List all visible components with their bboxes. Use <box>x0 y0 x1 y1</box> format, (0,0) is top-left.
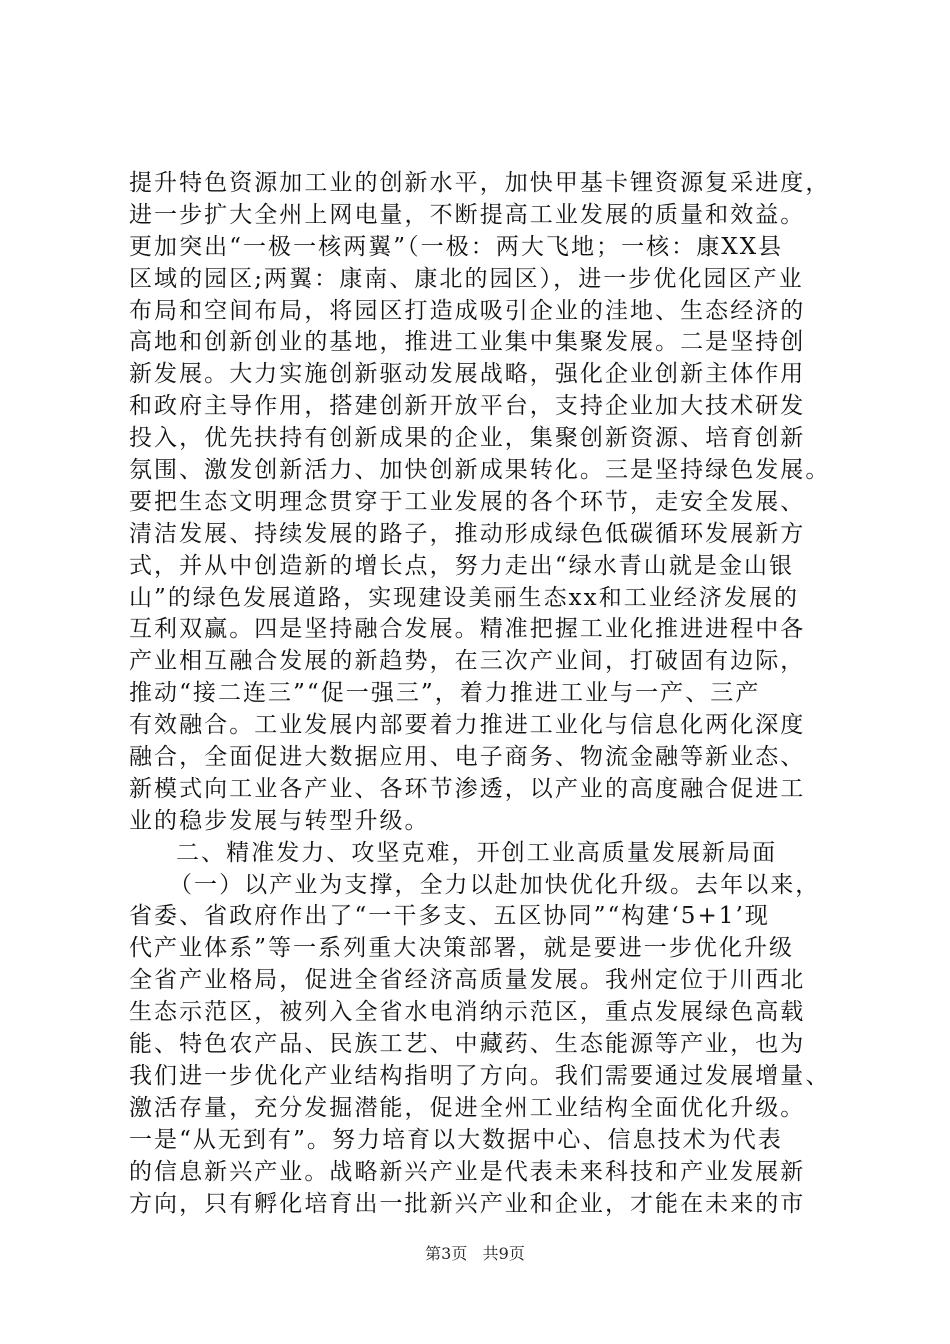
text-line: 更加突出“一极一核两翼”（一极：两大飞地；一核：康XX县 <box>129 233 784 260</box>
text-line: 和政府主导作用，搭建创新开放平台，支持企业加大技术研发 <box>129 393 806 420</box>
text-line: 代产业体系”等一系列重大决策部署，就是要进一步优化升级 <box>129 935 795 962</box>
text-line: 山”的绿色发展道路，实现建设美丽生态xx和工业经济发展的 <box>129 584 800 611</box>
text-line: 我们进一步优化产业结构指明了方向。我们需要通过发展增量、 <box>129 1062 831 1089</box>
text-line: 氛围、激发创新活力、加快创新成果转化。三是坚持绿色发展。 <box>129 457 831 484</box>
page-footer <box>0 1244 950 1264</box>
text-line: 能、特色农产品、民族工艺、中藏药、生态能源等产业，也为 <box>129 1031 806 1058</box>
text-line: 生态示范区，被列入全省水电消纳示范区，重点发展绿色高载 <box>129 999 806 1026</box>
section-heading: 二、精准发力、攻坚克难，开创工业高质量发展新局面 <box>176 839 778 866</box>
text-line: 激活存量，充分发掘潜能，促进全州工业结构全面优化升级。 <box>129 1094 806 1121</box>
page-number: 第3页 <box>425 1244 468 1263</box>
text-line: 新模式向工业各产业、各环节渗透，以产业的高度融合促进工 <box>129 775 806 802</box>
text-line: 业的稳步发展与转型升级。 <box>129 807 430 834</box>
text-line: 布局和空间布局，将园区打造成吸引企业的洼地、生态经济的 <box>129 297 806 324</box>
text-line: 省委、省政府作出了“一干多支、五区协同”“构建‘5+1’现 <box>129 903 770 930</box>
text-line: 高地和创新创业的基地，推进工业集中集聚发展。二是坚持创 <box>129 329 806 356</box>
text-line: 推动“接二连三”“促一强三”，着力推进工业与一产、三产 <box>129 680 761 707</box>
text-line: 产业相互融合发展的新趋势，在三次产业间，打破固有边际， <box>129 648 806 675</box>
text-line: 的信息新兴产业。战略新兴产业是代表未来科技和产业发展新 <box>129 1158 806 1185</box>
text-line: 提升特色资源加工业的创新水平，加快甲基卡锂资源复采进度， <box>129 170 831 196</box>
text-line: 一是“从无到有”。努力培育以大数据中心、信息技术为代表 <box>129 1126 783 1153</box>
text-line: 有效融合。工业发展内部要着力推进工业化与信息化两化深度 <box>129 712 806 739</box>
body-text <box>129 168 849 1220</box>
text-line: 融合，全面促进大数据应用、电子商务、物流金融等新业态、 <box>129 744 806 771</box>
text-line: 新发展。大力实施创新驱动发展战略，强化企业创新主体作用 <box>129 361 806 388</box>
text-line: 区域的园区;两翼：康南、康北的园区），进一步优化园区产业 <box>129 265 804 292</box>
subsection-heading: （一）以产业为支撑，全力以赴加快优化升级。去年以来， <box>169 871 821 898</box>
text-line: 方向，只有孵化培育出一批新兴产业和企业，才能在未来的市 <box>129 1190 806 1217</box>
page-total: 共9页 <box>482 1244 525 1263</box>
text-line: 互利双赢。四是坚持融合发展。精准把握工业化推进进程中各 <box>129 616 806 643</box>
text-line: 进一步扩大全州上网电量，不断提高工业发展的质量和效益。 <box>129 201 806 228</box>
text-line: 要把生态文明理念贯穿于工业发展的各个环节，走安全发展、 <box>129 488 806 515</box>
text-line: 投入，优先扶持有创新成果的企业，集聚创新资源、培育创新 <box>129 425 806 452</box>
text-line: 式，并从中创造新的增长点，努力走出“绿水青山就是金山银 <box>129 552 795 579</box>
text-line: 清洁发展、持续发展的路子，推动形成绿色低碳循环发展新方 <box>129 520 806 547</box>
text-line: 全省产业格局，促进全省经济高质量发展。我州定位于川西北 <box>129 967 806 994</box>
